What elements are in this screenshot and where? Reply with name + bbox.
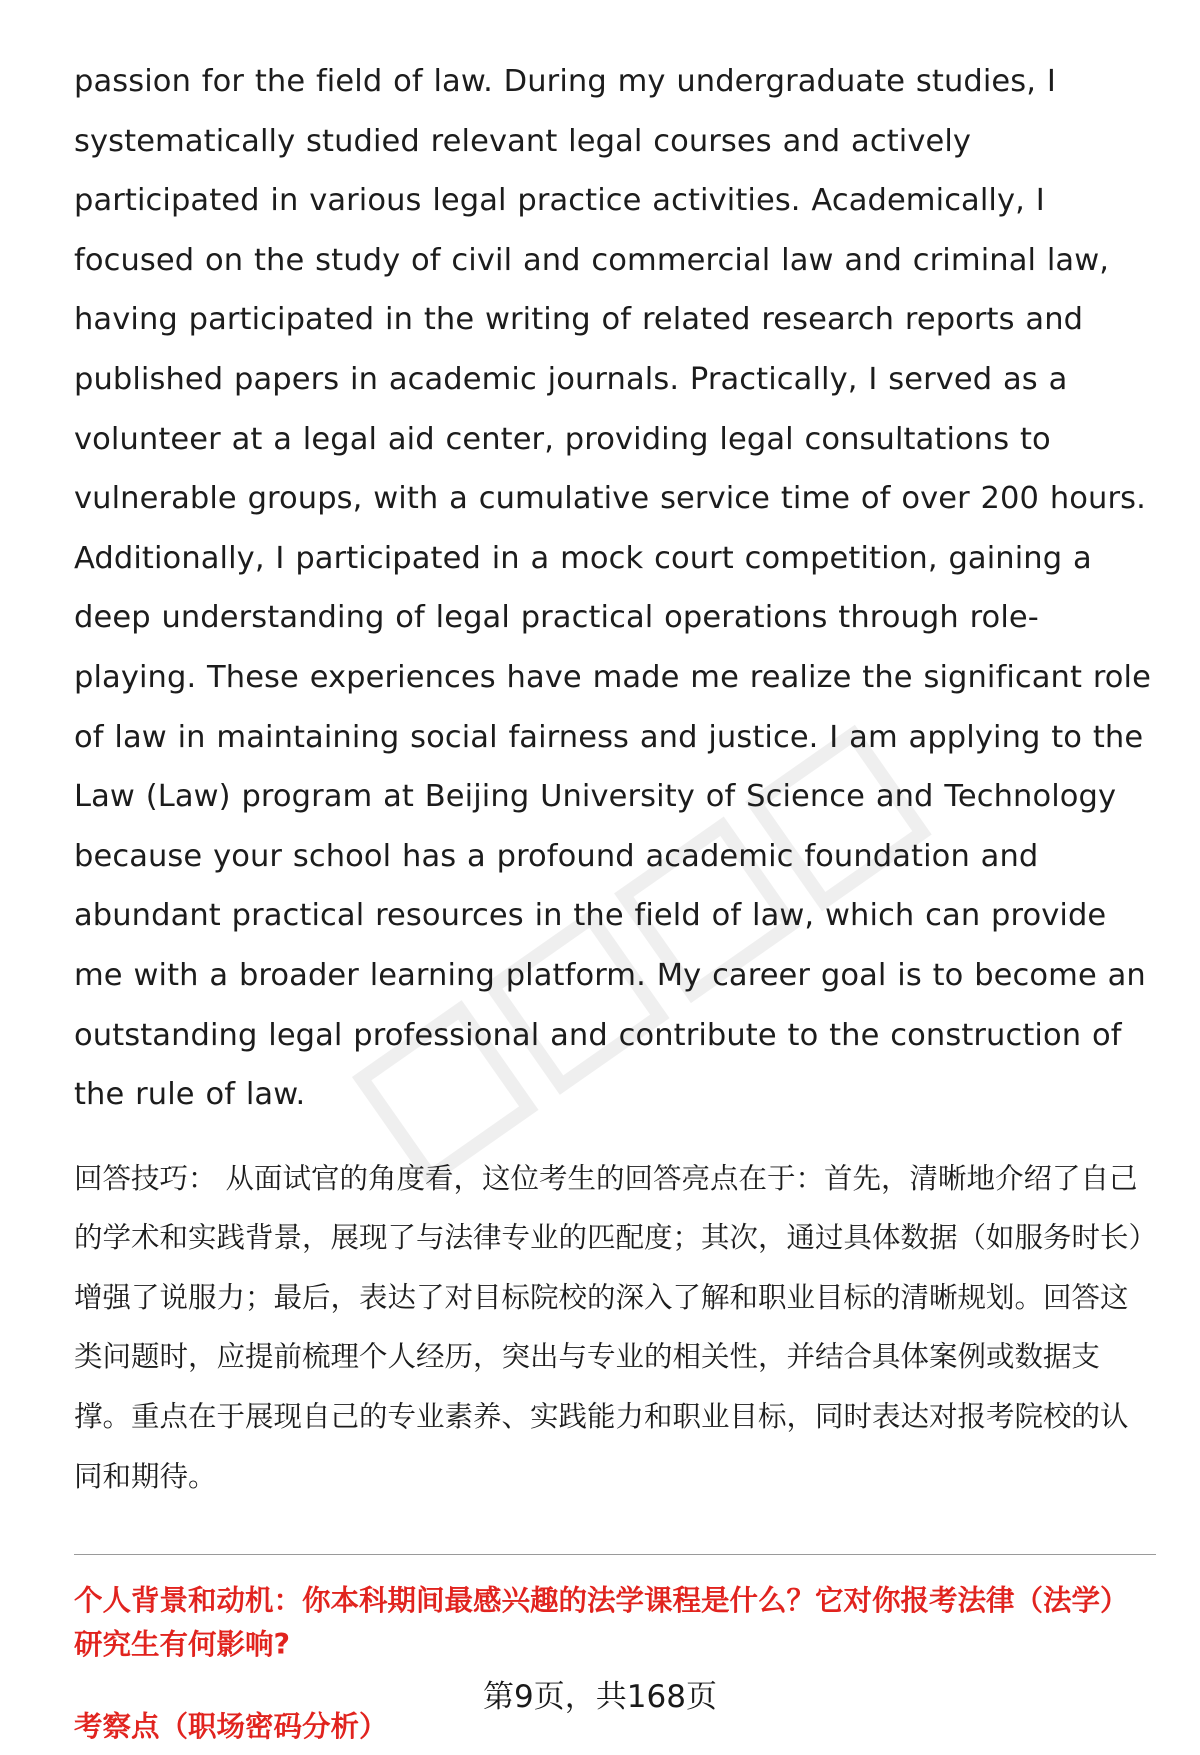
analysis-section-label: 考察点（职场密码分析） [74,1710,388,1744]
section-divider [74,1554,1156,1555]
document-content [74,52,1154,1749]
answer-paragraph: passion for the field of law. During my undergraduate studies, I systematically studied relevant legal courses and actively participated in various legal practice activities. Academically, I focused on the study of civil and commercial law and criminal law, having participated in the writing of related research reports and published papers in academic journals. Practically, I served as a volunteer at a legal aid center, providing legal consultations to vulnerable groups, with a cumulative service time of over 200 hours. Additionally, I participated in a mock court competition, gaining a deep understanding of legal practical operations through role-playing. These experiences have made me realize the significant role of law in maintaining social fairness and justice. I am applying to the Law (Law) program at Beijing University of Science and Technology because your school has a profound academic foundation and abundant practical resources in the field of law, which can provide me with a broader learning platform. My career goal is to become an outstanding legal professional and contribute to the construction of the rule of law. [74,64,1151,1113]
answer-tips-paragraph: 回答技巧： 从面试官的角度看，这位考生的回答亮点在于：首先，清晰地介绍了自己的学术和实践背景，展现了与法律专业的匹配度；其次，通过具体数据（如服务时长）增强了说服力；最后，表达了对目标院校的深入了解和职业目标的清晰规划。回答这类问题时，应提前梳理个人经历，突出与专业的相关性，并结合具体案例或数据支撑。重点在于展现自己的专业素养、实践能力和职业目标，同时表达对报考院校的认同和期待。 [74,1161,1143,1493]
question-heading: 个人背景和动机：你本科期间最感兴趣的法学课程是什么？它对你报考法律（法学）研究生有何影响? [74,1584,1129,1662]
page-number-footer: 第9页，共168页 [483,1679,717,1715]
